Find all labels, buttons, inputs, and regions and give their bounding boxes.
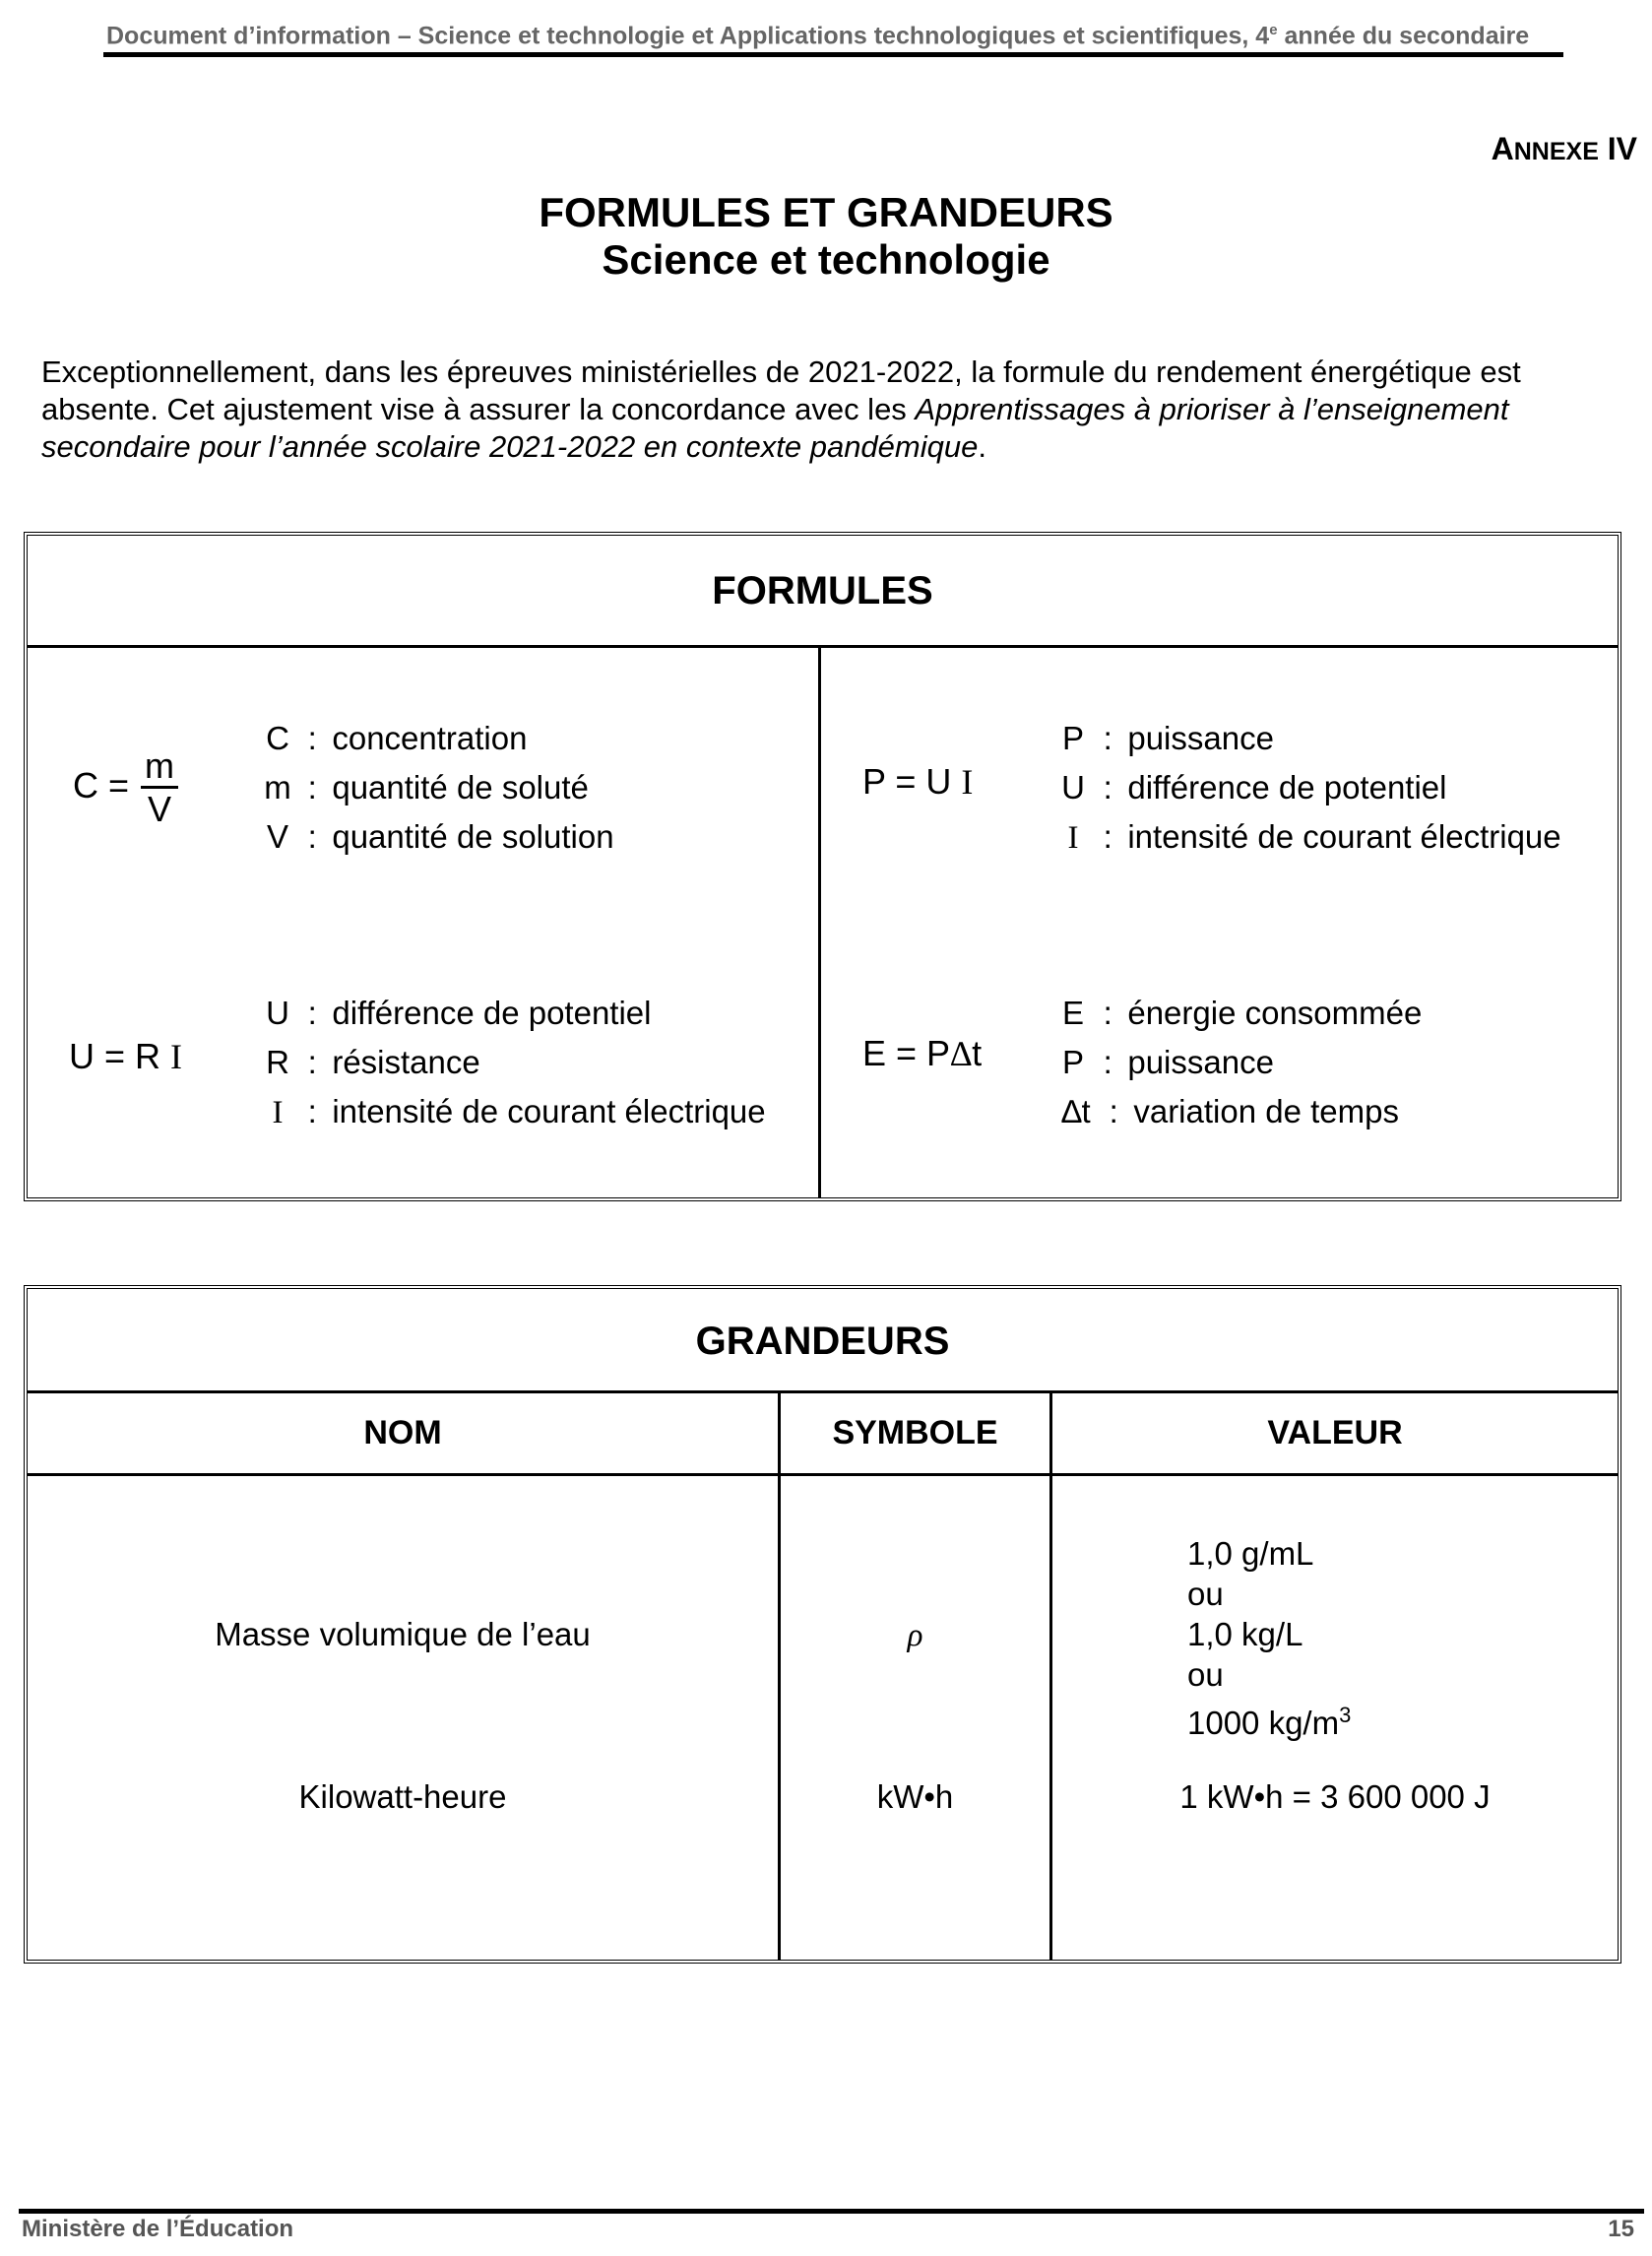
formula-concentration: C = $\frac{m}{V}$ (73, 746, 178, 830)
formules-title: FORMULES (712, 569, 933, 612)
page-subtitle: Science et technologie (602, 236, 1050, 283)
running-header: Document d’information – Science et technologie et Applications technologiques et scientifiques, 4e année du secondaire (106, 22, 1530, 50)
definitions-concentration: C : concentration m : quantité de soluté V : quantité de solution (264, 720, 614, 855)
grandeurs-header-divider (28, 1473, 1618, 1476)
column-header-symbole: SYMBOLE (832, 1414, 998, 1451)
column-header-valeur: VALEUR (1267, 1414, 1403, 1451)
definitions-ohm: U : différence de potentiel R : résistance I : intensité de courant électrique (266, 995, 766, 1130)
grandeurs-divider-1 (778, 1392, 781, 1960)
footer-rule (19, 2209, 1644, 2214)
header-rule (103, 52, 1563, 57)
page-number: 15 (1608, 2216, 1634, 2242)
grandeurs-title-divider (28, 1390, 1618, 1393)
annexe-label: ANNEXE IV (1491, 131, 1637, 166)
footer-ministry: Ministère de l’Éducation (22, 2216, 294, 2242)
table-row-2-symbole: kW•h (876, 1778, 954, 1815)
grandeurs-title: GRANDEURS (695, 1320, 950, 1363)
intro-paragraph: Exceptionnellement, dans les épreuves ministérielles de 2021-2022, la formule du rendement énergétique est absente. Cet ajustement vise à assurer la concordance avec les Apprentissages à prioriser à l’enseignement secondaire pour l’année scolaire 2021-2022 en contexte pandémique. (41, 355, 1521, 464)
formula-ohm: U = R I (69, 1036, 183, 1076)
table-row-1-valeur: 1,0 g/mL ou 1,0 kg/L ou 1000 $kg/m^3$ (1187, 1535, 1352, 1741)
table-row-1-nom: Masse volumique de l’eau (215, 1616, 591, 1652)
table-row-2-valeur: 1 kW•h = 3 600 000 J (1179, 1778, 1491, 1815)
column-header-nom: NOM (363, 1414, 442, 1451)
table-row-2-nom: Kilowatt-heure (298, 1778, 507, 1815)
definitions-energie: E : énergie consommée P : puissance ∆t : variation de temps (1061, 995, 1423, 1129)
formula-energie: E = P∆t (862, 1033, 983, 1073)
formules-title-divider (28, 645, 1618, 648)
definitions-puissance: P : puissance U : différence de potentiel I : intensité de courant électrique (1061, 720, 1561, 856)
page-title: FORMULES ET GRANDEURS (539, 189, 1113, 235)
formula-puissance: P = U I (862, 761, 974, 802)
formules-column-divider (818, 647, 821, 1197)
table-row-1-symbole: ρ (907, 1618, 923, 1653)
grandeurs-divider-2 (1049, 1392, 1052, 1960)
